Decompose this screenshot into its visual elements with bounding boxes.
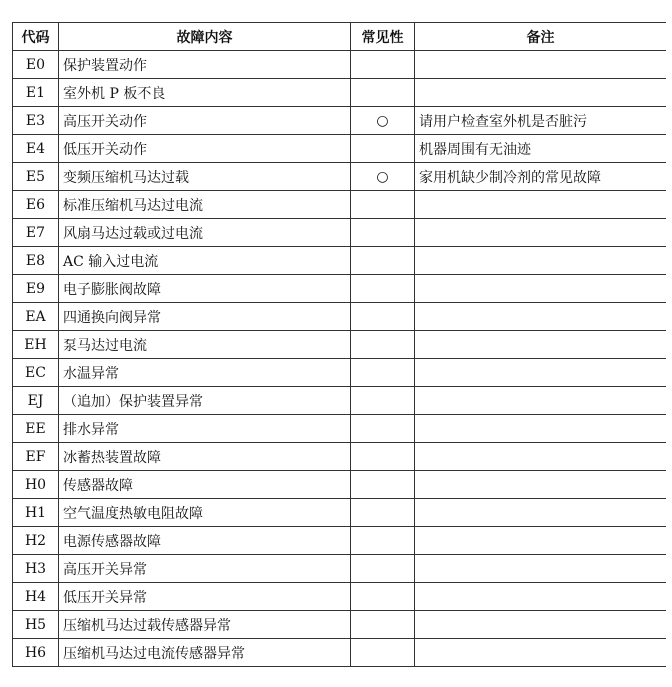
fault-content-cell: 排水异常 — [59, 415, 351, 443]
table-row — [13, 443, 667, 471]
fault-code-cell: H2 — [13, 527, 59, 555]
remark-cell: 请用户检查室外机是否脏污 — [415, 107, 667, 135]
remark-cell — [415, 583, 667, 611]
remark-cell — [415, 359, 667, 387]
remark-cell — [415, 443, 667, 471]
table-row — [13, 387, 667, 415]
fault-code-cell: E6 — [13, 191, 59, 219]
frequency-cell — [351, 527, 415, 555]
table-row — [13, 527, 667, 555]
frequency-cell — [351, 51, 415, 79]
frequency-cell — [351, 191, 415, 219]
table-row — [13, 471, 667, 499]
fault-code-cell: EA — [13, 303, 59, 331]
table-row — [13, 359, 667, 387]
frequency-cell — [351, 555, 415, 583]
remark-cell — [415, 555, 667, 583]
frequency-cell — [351, 219, 415, 247]
frequency-cell — [351, 583, 415, 611]
remark-cell: 机器周围有无油迹 — [415, 135, 667, 163]
frequency-cell — [351, 135, 415, 163]
header-fault-content: 故障内容 — [59, 23, 351, 51]
fault-code-cell: E4 — [13, 135, 59, 163]
remark-cell — [415, 191, 667, 219]
remark-cell — [415, 303, 667, 331]
fault-content-cell: 压缩机马达过载传感器异常 — [59, 611, 351, 639]
fault-code-cell: EF — [13, 443, 59, 471]
frequency-cell — [351, 611, 415, 639]
fault-code-cell: H3 — [13, 555, 59, 583]
frequency-cell — [351, 415, 415, 443]
frequency-cell — [351, 79, 415, 107]
fault-content-cell: 风扇马达过载或过电流 — [59, 219, 351, 247]
fault-code-cell: E3 — [13, 107, 59, 135]
frequency-cell — [351, 359, 415, 387]
remark-cell — [415, 527, 667, 555]
table-row — [13, 191, 667, 219]
fault-code-cell: EE — [13, 415, 59, 443]
fault-content-cell: 传感器故障 — [59, 471, 351, 499]
frequency-cell — [351, 247, 415, 275]
table-row — [13, 247, 667, 275]
fault-content-cell: 水温异常 — [59, 359, 351, 387]
fault-code-cell: E5 — [13, 163, 59, 191]
table-row — [13, 611, 667, 639]
fault-code-cell: E0 — [13, 51, 59, 79]
table-row — [13, 555, 667, 583]
frequency-cell: ○ — [351, 163, 415, 191]
fault-code-cell: EJ — [13, 387, 59, 415]
remark-cell — [415, 639, 667, 667]
header-code: 代码 — [13, 23, 59, 51]
remark-cell — [415, 415, 667, 443]
fault-content-cell: 压缩机马达过电流传感器异常 — [59, 639, 351, 667]
table-row — [13, 51, 667, 79]
remark-cell — [415, 499, 667, 527]
fault-content-cell: 保护装置动作 — [59, 51, 351, 79]
table-header-row — [13, 23, 667, 51]
fault-code-cell: E7 — [13, 219, 59, 247]
remark-cell: 家用机缺少制冷剂的常见故障 — [415, 163, 667, 191]
fault-code-cell: E1 — [13, 79, 59, 107]
frequency-cell — [351, 443, 415, 471]
fault-content-cell: 低压开关动作 — [59, 135, 351, 163]
header-remarks: 备注 — [415, 23, 667, 51]
fault-content-cell: 变频压缩机马达过载 — [59, 163, 351, 191]
table-row — [13, 583, 667, 611]
fault-code-table-container — [12, 22, 666, 687]
fault-content-cell: 高压开关异常 — [59, 555, 351, 583]
remark-cell — [415, 219, 667, 247]
table-row — [13, 331, 667, 359]
frequency-cell: ○ — [351, 107, 415, 135]
frequency-cell — [351, 275, 415, 303]
table-row — [13, 219, 667, 247]
fault-content-cell: 低压开关异常 — [59, 583, 351, 611]
frequency-cell — [351, 331, 415, 359]
table-row — [13, 303, 667, 331]
remark-cell — [415, 79, 667, 107]
fault-code-cell: H6 — [13, 639, 59, 667]
fault-code-cell: H1 — [13, 499, 59, 527]
table-row — [13, 79, 667, 107]
table-row — [13, 415, 667, 443]
fault-code-cell: H4 — [13, 583, 59, 611]
fault-content-cell: AC 输入过电流 — [59, 247, 351, 275]
remark-cell — [415, 611, 667, 639]
fault-content-cell: 室外机 P 板不良 — [59, 79, 351, 107]
frequency-cell — [351, 387, 415, 415]
table-row — [13, 639, 667, 667]
frequency-cell — [351, 499, 415, 527]
fault-content-cell: 泵马达过电流 — [59, 331, 351, 359]
fault-content-cell: 四通换向阀异常 — [59, 303, 351, 331]
frequency-cell — [351, 639, 415, 667]
table-row — [13, 135, 667, 163]
fault-content-cell: 电源传感器故障 — [59, 527, 351, 555]
table-row — [13, 499, 667, 527]
fault-content-cell: 电子膨胀阀故障 — [59, 275, 351, 303]
fault-code-table — [12, 22, 666, 667]
fault-code-cell: E9 — [13, 275, 59, 303]
fault-content-cell: 标准压缩机马达过电流 — [59, 191, 351, 219]
table-row — [13, 275, 667, 303]
remark-cell — [415, 331, 667, 359]
frequency-cell — [351, 303, 415, 331]
remark-cell — [415, 471, 667, 499]
fault-content-cell: （追加）保护装置异常 — [59, 387, 351, 415]
remark-cell — [415, 387, 667, 415]
remark-cell — [415, 275, 667, 303]
fault-code-cell: H0 — [13, 471, 59, 499]
fault-code-cell: EC — [13, 359, 59, 387]
fault-code-cell: EH — [13, 331, 59, 359]
fault-code-cell: E8 — [13, 247, 59, 275]
fault-content-cell: 空气温度热敏电阻故障 — [59, 499, 351, 527]
fault-code-cell: H5 — [13, 611, 59, 639]
frequency-cell — [351, 471, 415, 499]
header-frequency: 常见性 — [351, 23, 415, 51]
fault-content-cell: 高压开关动作 — [59, 107, 351, 135]
table-row — [13, 163, 667, 191]
fault-content-cell: 冰蓄热装置故障 — [59, 443, 351, 471]
remark-cell — [415, 247, 667, 275]
table-body — [13, 51, 667, 667]
remark-cell — [415, 51, 667, 79]
table-row — [13, 107, 667, 135]
